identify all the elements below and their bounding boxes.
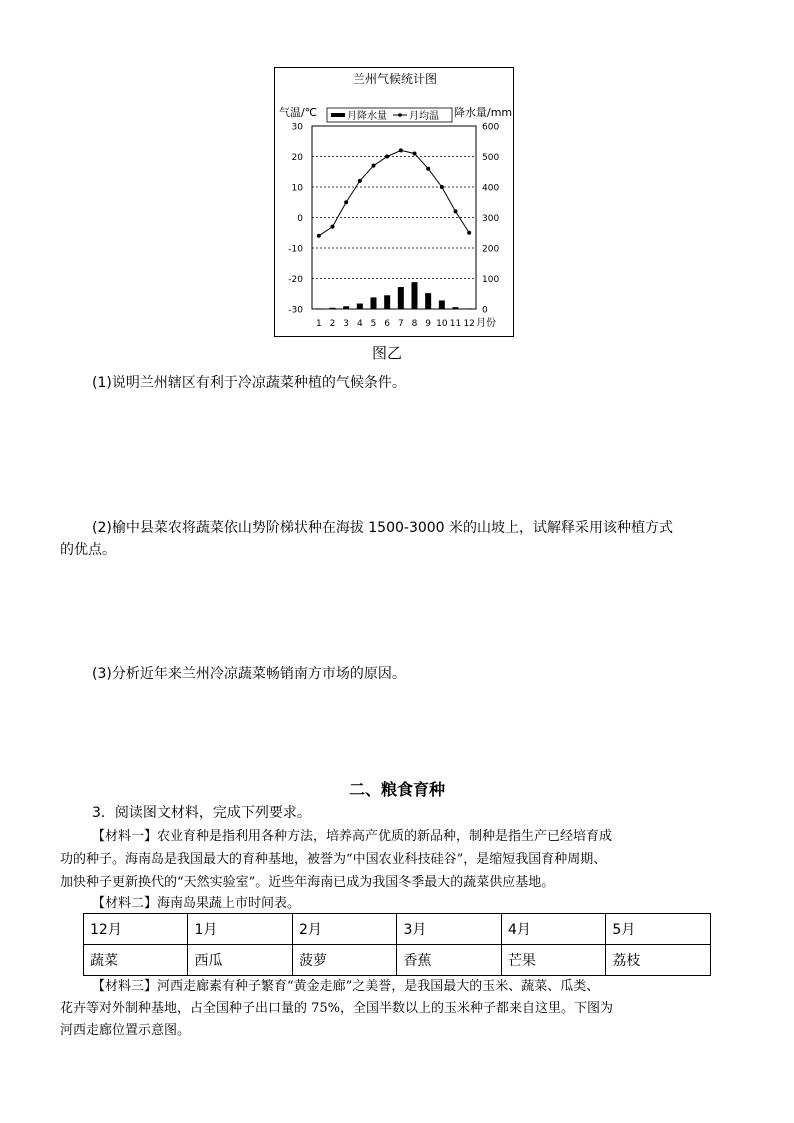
- precip-bar: [357, 304, 363, 309]
- precip-tick-label: 500: [482, 153, 500, 163]
- question-3: (3)分析近年来兰州冷凉蔬菜畅销南方市场的原因。: [92, 666, 406, 682]
- table-header-row: [84, 914, 711, 945]
- temperature-point: [399, 148, 403, 152]
- material-2: 【材料二】海南岛果蔬上市时间表。: [92, 896, 301, 911]
- right-axis-label: 降水量/mm: [454, 106, 513, 119]
- section-title: 二、粮食育种: [348, 780, 445, 799]
- temperature-point: [413, 151, 417, 155]
- table-cell: 4月: [501, 914, 605, 945]
- left-axis-label: 气温/℃: [279, 106, 318, 119]
- table-cell: 12月: [84, 914, 188, 945]
- precip-tick-label: 0: [482, 305, 488, 316]
- month-tick-label: 4: [356, 319, 363, 329]
- temperature-point: [317, 234, 321, 238]
- x-axis-label: 月份: [476, 318, 496, 329]
- temp-tick-label: 20: [291, 153, 303, 163]
- month-tick-label: 9: [425, 319, 432, 329]
- temp-tick-label: 0: [297, 214, 303, 224]
- temp-tick-label: -30: [288, 305, 303, 316]
- precip-bar: [439, 300, 445, 309]
- material-3-line-3: 河西走廊位置示意图。: [60, 1023, 191, 1038]
- table-cell: 5月: [606, 914, 711, 945]
- temperature-point: [426, 167, 430, 171]
- table-cell: 西瓜: [188, 945, 292, 976]
- precip-tick-label: 200: [482, 244, 500, 255]
- temperature-line: [319, 150, 469, 235]
- month-tick-label: 3: [343, 319, 350, 329]
- precip-tick-label: 300: [482, 214, 500, 224]
- table-cell: 1月: [188, 914, 292, 945]
- temperature-point: [372, 164, 376, 168]
- plot-area: [288, 123, 499, 330]
- temp-tick-label: -10: [288, 244, 303, 255]
- table-cell: 芒果: [501, 945, 605, 976]
- precip-bar: [412, 282, 418, 309]
- precip-tick-label: 100: [482, 275, 500, 285]
- legend-precip-label: 月降水量: [347, 111, 387, 122]
- precip-tick-label: 400: [482, 183, 500, 194]
- table-cell: 蔬菜: [84, 945, 188, 976]
- temperature-point: [358, 179, 362, 183]
- material-1-line-2: 功的种子。海南岛是我国最大的育种基地，被誉为“中国农业科技硅谷”，是缩短我国育种周期、: [60, 852, 607, 867]
- material-3-line-1: 【材料三】河西走廊素有种子繁育“黄金走廊”之美誉，是我国最大的玉米、蔬菜、瓜类、: [92, 979, 600, 994]
- temp-tick-label: 10: [291, 183, 303, 194]
- legend-temp-label: 月均温: [409, 111, 439, 122]
- month-tick-label: 6: [384, 319, 391, 329]
- table-cell: 香蕉: [397, 945, 501, 976]
- temperature-point: [344, 200, 348, 204]
- material-1-line-1: 【材料一】农业育种是指利用各种方法，培养高产优质的新品种，制种是指生产已经培育成: [92, 829, 613, 844]
- table-cell: 3月: [397, 914, 501, 945]
- material-3-line-2: 花卉等对外制种基地，占全国种子出口量的 75%，全国半数以上的玉米种子都来自这里。下图为: [60, 1001, 614, 1016]
- precip-bar: [466, 308, 472, 309]
- table-cell: 菠萝: [292, 945, 396, 976]
- climate-chart-svg: [275, 68, 515, 338]
- temperature-point: [454, 209, 458, 213]
- month-tick-label: 10: [436, 319, 448, 329]
- precip-bar: [425, 293, 431, 309]
- precip-tick-label: 600: [482, 122, 500, 133]
- temperature-point: [385, 155, 389, 159]
- chart-title: 兰州气候统计图: [352, 72, 438, 86]
- month-tick-label: 1: [315, 319, 322, 329]
- material-1-line-3: 加快种子更新换代的“天然实验室”。近些年海南已成为我国冬季最大的蔬菜供应基地。: [60, 875, 555, 890]
- precip-bar: [371, 297, 377, 309]
- harvest-time-table: [83, 913, 711, 976]
- table-cell: 2月: [292, 914, 396, 945]
- figure-caption: 图乙: [372, 344, 403, 362]
- precip-bar: [398, 287, 404, 309]
- section-intro: 3．阅读图文材料，完成下列要求。: [92, 805, 311, 821]
- temp-tick-label: -20: [288, 275, 303, 285]
- table-cell: 荔枝: [606, 945, 711, 976]
- precip-bar: [316, 308, 322, 309]
- question-2-line-1: (2)榆中县菜农将蔬菜依山势阶梯状种在海拔 1500-3000 米的山坡上，试解释采用该种植方式: [92, 520, 674, 536]
- legend-line-marker: [398, 113, 402, 117]
- temperature-point: [331, 225, 335, 229]
- precip-bar: [343, 306, 349, 309]
- month-tick-label: 12: [463, 319, 475, 329]
- question-2-line-2: 的优点。: [60, 542, 116, 558]
- precip-bar: [453, 307, 459, 309]
- temperature-point: [467, 231, 471, 235]
- month-tick-label: 8: [411, 319, 418, 329]
- month-tick-label: 11: [449, 319, 462, 329]
- precip-bar: [384, 295, 390, 309]
- table-row: [84, 945, 711, 976]
- temp-tick-label: 30: [291, 122, 303, 133]
- climate-chart: [274, 67, 514, 337]
- temperature-point: [440, 185, 444, 189]
- question-1: (1)说明兰州辖区有利于冷凉蔬菜种植的气候条件。: [92, 375, 406, 391]
- month-tick-label: 2: [329, 319, 336, 329]
- month-tick-label: 7: [397, 319, 404, 329]
- precip-bar: [330, 308, 336, 309]
- legend-bar-swatch: [331, 113, 345, 117]
- month-tick-label: 5: [370, 319, 377, 329]
